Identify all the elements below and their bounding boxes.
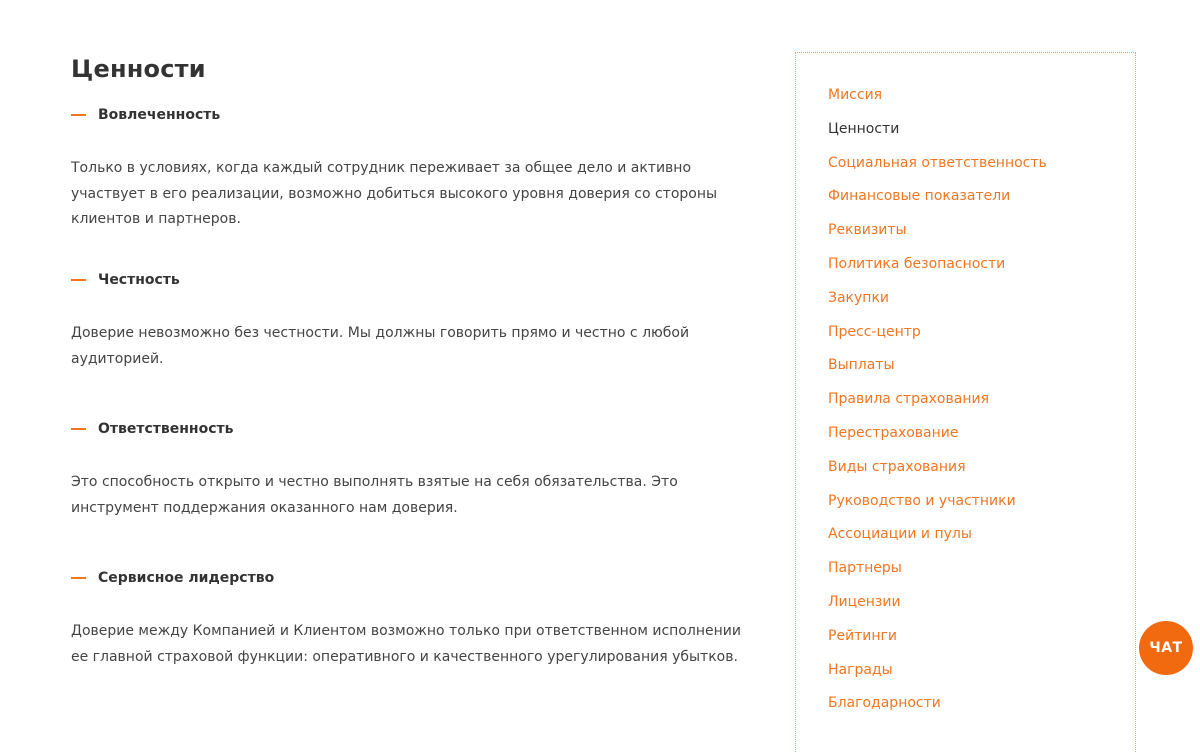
sidebar-item[interactable]: Награды bbox=[828, 661, 893, 678]
sidebar-item[interactable]: Социальная ответственность bbox=[828, 154, 1047, 171]
sidebar-item[interactable]: Руководство и участники bbox=[828, 492, 1016, 509]
value-text: Только в условиях, когда каждый сотрудник переживает за общее дело и активно участвует в его реализации, возможно добиться высокого уровня доверия со стороны клиентов и партнеров. bbox=[71, 160, 718, 227]
dash-icon bbox=[71, 114, 86, 116]
sidebar-list bbox=[828, 79, 1047, 721]
value-heading bbox=[71, 104, 751, 126]
sidebar-item[interactable]: Ассоциации и пулы bbox=[828, 526, 972, 543]
sidebar-item[interactable]: Миссия bbox=[828, 87, 883, 103]
sidebar-item[interactable]: Перестрахование bbox=[828, 424, 959, 441]
sidebar-item[interactable]: Политика безопасности bbox=[828, 255, 1006, 272]
value-heading-label: Честность bbox=[98, 272, 180, 288]
sidebar-item[interactable]: Выплаты bbox=[828, 357, 895, 374]
chat-button-label: ЧАТ bbox=[1149, 640, 1183, 656]
value-item-service-leadership bbox=[71, 567, 751, 670]
value-item-involvement bbox=[71, 104, 751, 233]
sidebar-item[interactable]: Рейтинги bbox=[828, 627, 898, 644]
value-text: Доверие между Компанией и Клиентом возможно только при ответственном исполнении ее главной страховой функции: оперативного и качественного урегулирования убытков. bbox=[71, 623, 741, 665]
sidebar-item[interactable]: Лицензии bbox=[828, 593, 901, 610]
value-item-honesty bbox=[71, 269, 751, 372]
sidebar-item[interactable]: Реквизиты bbox=[828, 222, 907, 239]
value-text: Доверие невозможно без честности. Мы должны говорить прямо и честно с любой аудиторией. bbox=[71, 325, 690, 367]
value-heading-label: Ответственность bbox=[98, 421, 234, 437]
dash-icon bbox=[71, 577, 86, 579]
dash-icon bbox=[71, 279, 86, 281]
page-title: Ценности bbox=[71, 55, 206, 83]
dash-icon bbox=[71, 428, 86, 430]
sidebar-nav bbox=[795, 52, 1136, 752]
sidebar-item[interactable]: Пресс-центр bbox=[828, 323, 921, 340]
sidebar-item[interactable]: Финансовые показатели bbox=[828, 188, 1011, 205]
value-heading bbox=[71, 269, 751, 291]
value-heading-label: Вовлеченность bbox=[98, 107, 221, 123]
sidebar-item[interactable]: Закупки bbox=[828, 289, 890, 306]
main-content bbox=[71, 52, 751, 665]
value-heading-label: Сервисное лидерство bbox=[98, 570, 275, 586]
value-text: Это способность открыто и честно выполнять взятые на себя обязательства. Это инструмент поддержания оказанного нам доверия. bbox=[71, 474, 678, 516]
chat-button[interactable] bbox=[1139, 621, 1193, 675]
sidebar-item[interactable]: Благодарности bbox=[828, 695, 941, 712]
value-heading bbox=[71, 567, 751, 589]
sidebar-item[interactable]: Ценности bbox=[828, 120, 900, 137]
sidebar-item[interactable]: Правила страхования bbox=[828, 391, 989, 408]
sidebar-item[interactable]: Виды страхования bbox=[828, 458, 966, 475]
value-item-responsibility bbox=[71, 418, 751, 521]
sidebar-item[interactable]: Партнеры bbox=[828, 560, 902, 577]
value-heading bbox=[71, 418, 751, 440]
